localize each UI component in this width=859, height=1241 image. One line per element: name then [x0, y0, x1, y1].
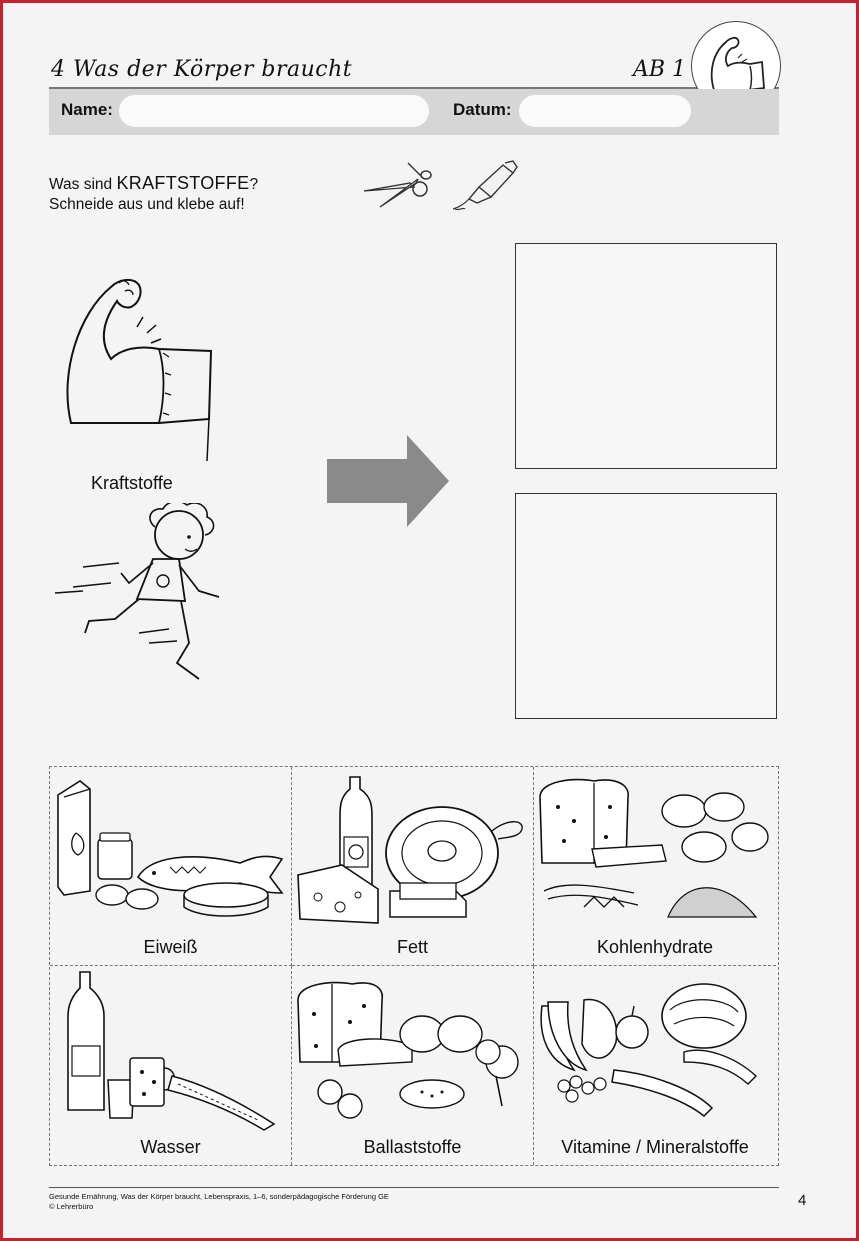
question-keyword: KRAFTSTOFFE: [116, 173, 250, 193]
page-number: 4: [798, 1192, 807, 1209]
scissors-icon: [360, 159, 436, 211]
running-child-icon: [49, 503, 239, 693]
flexed-arm-icon: [59, 273, 219, 463]
card-fett[interactable]: [292, 767, 534, 966]
footer-copyright: © Lehrerbüro: [49, 1202, 94, 1211]
instruction-line: Schneide aus und klebe auf!: [49, 196, 245, 213]
date-label: Datum:: [453, 100, 512, 119]
card-vitamine[interactable]: [534, 966, 776, 1165]
card-label: Eiweiß: [143, 937, 198, 957]
kraftstoffe-caption: Kraftstoffe: [91, 473, 173, 493]
footer-text: [49, 1192, 389, 1212]
name-field[interactable]: [119, 95, 429, 127]
worksheet-title: 4 Was der Körper braucht: [51, 57, 353, 82]
water-drinks-icon: [50, 966, 292, 1136]
footer-source: Gesunde Ernährung, Was der Körper braucht, Lebenspraxis, 1–6, sonderpädagogische Förderung GE: [49, 1192, 389, 1201]
sheet-label: AB 1: [633, 57, 687, 82]
card-wasser[interactable]: [50, 966, 292, 1165]
card-label: Fett: [396, 937, 428, 957]
name-date-bar: [49, 89, 779, 135]
glue-area-box-1[interactable]: [515, 243, 777, 469]
fiber-foods-icon: [292, 966, 534, 1136]
card-label: Kohlenhydrate: [596, 937, 714, 957]
date-field[interactable]: [519, 95, 691, 127]
card-ballaststoffe[interactable]: [292, 966, 534, 1165]
title-row: [49, 53, 779, 89]
instructions: [49, 173, 258, 215]
fat-foods-icon: [292, 767, 534, 937]
card-eiweiss[interactable]: [50, 767, 292, 966]
name-label: Name:: [61, 100, 113, 119]
protein-foods-icon: [50, 767, 292, 937]
card-label: Vitamine / Mineralstoffe: [561, 1137, 749, 1157]
worksheet-page: [3, 3, 856, 1238]
glue-area-box-2[interactable]: [515, 493, 777, 719]
footer-divider: [49, 1187, 779, 1188]
card-label: Wasser: [140, 1137, 201, 1157]
card-label: Ballaststoffe: [363, 1137, 462, 1157]
carbohydrate-foods-icon: [534, 767, 776, 937]
question-suffix: ?: [249, 176, 259, 193]
card-kohlenhydrate[interactable]: [534, 767, 776, 966]
vitamin-foods-icon: [534, 966, 776, 1136]
cutout-cards-grid: [49, 766, 779, 1166]
question-prefix: Was sind: [49, 176, 117, 193]
right-arrow-icon: [325, 435, 453, 527]
glue-tube-icon: [451, 159, 523, 215]
question-line: [49, 173, 258, 195]
